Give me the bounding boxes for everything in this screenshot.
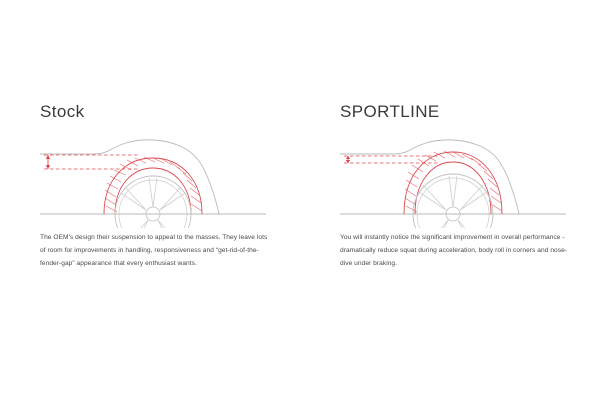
wheel-rim-inner: [417, 178, 489, 228]
wheel-rim-outer: [413, 174, 493, 228]
panel-sportline: [300, 0, 600, 401]
wheel-diagram-stock: [22, 128, 282, 228]
caption-text: The OEM's design their suspension to appeal to the masses. They leave lots of room for improvements in handling, responsiveness and “get-rid-of-the-fender-gap” appearance that every enthusiast wants.: [40, 234, 268, 267]
gap-dimension-arrow: [344, 156, 440, 163]
caption-sportline: [340, 232, 572, 271]
wheel-rim-outer: [115, 176, 191, 228]
wheel-diagram-sportline: [322, 128, 582, 228]
wheel-spokes: [419, 176, 487, 228]
caption-text: You will instantly notice the significant improvement in overall performance - dramatically reduce squat during acceleration, body roll in corners and nose-dive under braking.: [340, 234, 568, 267]
wheel-spokes: [121, 178, 185, 228]
caption-stock: [40, 232, 272, 271]
fender-arch: [340, 140, 519, 214]
page-title-stock: Stock: [40, 102, 85, 121]
page-title-sportline: SPORTLINE: [340, 102, 440, 121]
